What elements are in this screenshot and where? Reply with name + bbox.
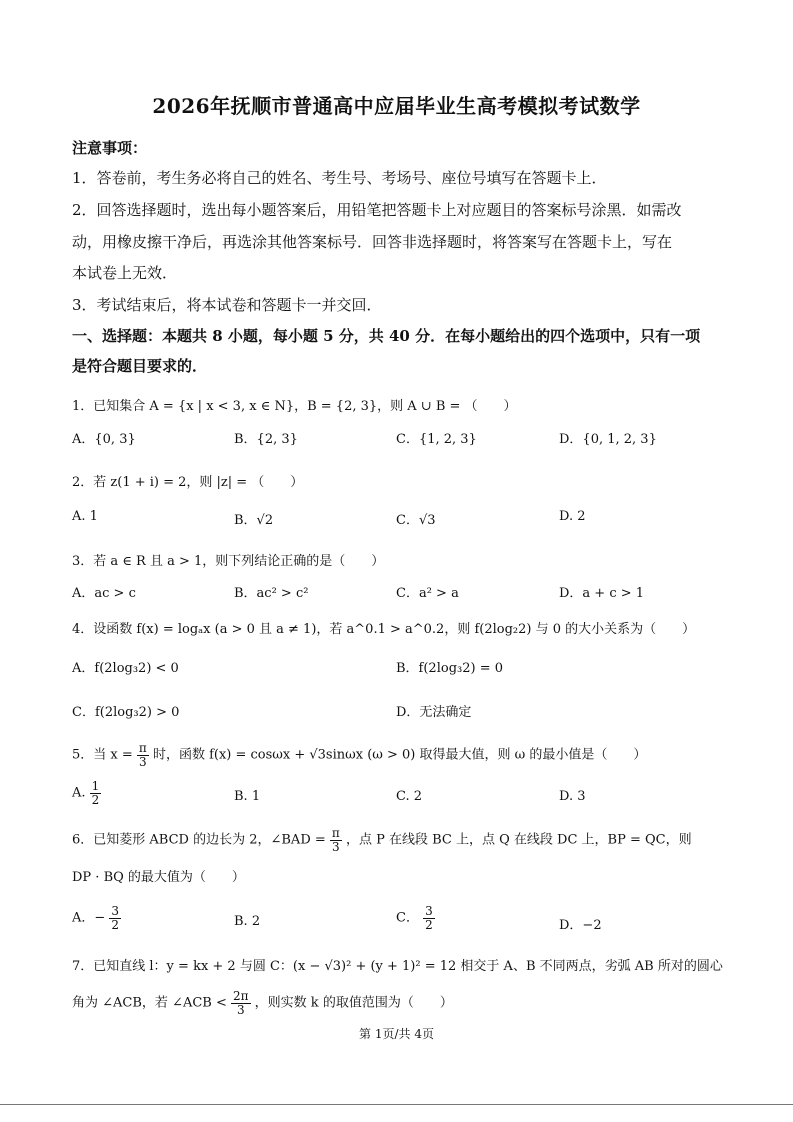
question-3-option-d: D．a + c > 1: [559, 586, 645, 601]
notice-line-4: 本试卷上无效．: [72, 264, 178, 282]
question-2-option-a: A. 1: [72, 509, 98, 524]
question-6-fraction: [330, 827, 342, 853]
notice-line-3: 动，用橡皮擦干净后，再选涂其他答案标号．回答非选择题时，将答案写在答题卡上，写在: [72, 233, 673, 251]
question-6-option-a-denominator: 2: [111, 917, 120, 932]
question-5-stem: [72, 742, 646, 768]
question-5-stem-after: 时，函数 f(x) = cosωx + √3sinωx (ω > 0) 取得最大值，则 ω 的最小值是（ ）: [152, 747, 647, 763]
question-6-fraction-denominator: 3: [332, 839, 340, 854]
question-4-option-d: D．无法确定: [396, 705, 472, 720]
notice-line-2: 2．回答选择题时，选出每小题答案后，用铅笔把答题卡上对应题目的答案标号涂黑．如需改: [72, 201, 682, 219]
question-2-option-d: D. 2: [559, 509, 586, 524]
bottom-divider: [0, 1104, 793, 1105]
question-1-option-d: D．{0, 1, 2, 3}: [559, 432, 657, 447]
question-1-stem: 1．已知集合 A = {x | x < 3, x ∈ N}，B = {2, 3}，则 A ∪ B = （ ）: [72, 399, 517, 414]
question-5-option-a-denominator: 2: [91, 792, 100, 807]
question-4-option-b: B．f(2log₃2) = 0: [396, 661, 503, 676]
question-4-option-a: A．f(2log₃2) < 0: [72, 661, 179, 676]
question-6-option-c-label: C．: [396, 910, 419, 926]
question-6-option-c-fraction: [423, 905, 435, 931]
question-5-fraction: [137, 742, 149, 768]
section-heading-line-1: 一、选择题：本题共 8 小题，每小题 5 分，共 40 分．在每小题给出的四个选项中，只有一项: [72, 327, 701, 345]
notice-heading: 注意事项：: [72, 139, 148, 157]
question-7-fraction: [231, 990, 251, 1016]
question-7-fraction-numerator: 2π: [233, 989, 249, 1003]
question-6-option-c-denominator: 2: [425, 917, 433, 932]
question-1-option-a: A．{0, 3}: [72, 432, 136, 447]
question-7-fraction-denominator: 3: [236, 1002, 245, 1017]
question-7-stem-line-2-after: ，则实数 k 的取值范围为（ ）: [254, 995, 453, 1011]
question-6-option-a-numerator: 3: [111, 904, 120, 918]
question-5-option-c: C. 2: [396, 789, 423, 804]
question-3-option-c: C．a² > a: [396, 586, 459, 601]
question-3-option-a: A．ac > c: [72, 586, 136, 601]
question-5-fraction-numerator: π: [138, 741, 147, 755]
question-6-option-b: B. 2: [234, 914, 261, 929]
page-footer: 第 1页/共 4页: [359, 1027, 434, 1041]
question-4-stem: 4．设函数 f(x) = logₐx (a > 0 且 a ≠ 1)，若 a^0.1 > a^0.2，则 f(2log₂2) 与 0 的大小关系为（ ）: [72, 622, 696, 637]
question-5-fraction-denominator: 3: [139, 754, 147, 769]
question-5-option-b: B. 1: [234, 789, 261, 804]
question-4-option-c: C．f(2log₃2) > 0: [72, 705, 180, 720]
question-7-stem-line-2: [72, 990, 453, 1016]
question-5-option-a-numerator: 1: [91, 779, 100, 793]
question-6-fraction-numerator: π: [331, 826, 340, 840]
notice-line-1: 1．答卷前，考生务必将自己的姓名、考生号、考场号、座位号填写在答题卡上．: [72, 169, 607, 187]
question-2-stem: 2．若 z(1 + i) = 2，则 |z| = （ ）: [72, 475, 304, 490]
question-7-stem: 7．已知直线 l：y = kx + 2 与圆 C：(x − √3)² + (y + 1)² = 12 相交于 A、B 不同两点，劣弧 AB 所对的圆心: [72, 959, 723, 974]
question-6-stem: [72, 827, 692, 853]
question-5-stem-before: 5．当 x =: [72, 747, 133, 763]
question-6-option-c-numerator: 3: [425, 904, 433, 918]
section-heading-line-2: 是符合题目要求的．: [72, 357, 208, 375]
question-6-stem-line-2: DP · BQ 的最大值为（ ）: [72, 870, 245, 885]
question-6-option-c: [396, 905, 435, 931]
question-5-option-d: D. 3: [559, 789, 586, 804]
question-3-option-b: B．ac² > c²: [234, 586, 309, 601]
question-6-stem-after: ，点 P 在线段 BC 上，点 Q 在线段 DC 上，BP = QC，则: [345, 832, 692, 848]
question-1-option-c: C．{1, 2, 3}: [396, 432, 477, 447]
question-6-option-a-label: A．−: [72, 910, 106, 926]
notice-line-5: 3．考试结束后，将本试卷和答题卡一并交回．: [72, 296, 382, 314]
question-3-stem: 3．若 a ∈ R 且 a > 1，则下列结论正确的是（ ）: [72, 554, 385, 569]
question-5-option-a: [72, 780, 101, 806]
question-2-option-c: C．√3: [396, 513, 436, 528]
question-7-stem-line-2-before: 角为 ∠ACB，若 ∠ACB <: [72, 995, 227, 1011]
question-6-option-a-fraction: [109, 905, 121, 931]
page-title: 2026年抚顺市普通高中应届毕业生高考模拟考试数学: [152, 94, 641, 118]
question-5-option-a-fraction: [90, 780, 102, 806]
question-6-option-a: [72, 905, 121, 931]
question-6-option-d: D．−2: [559, 918, 602, 933]
question-1-option-b: B．{2, 3}: [234, 432, 298, 447]
question-5-option-a-label: A.: [72, 785, 86, 801]
question-6-stem-before: 6．已知菱形 ABCD 的边长为 2，∠BAD =: [72, 832, 326, 848]
question-2-option-b: B．√2: [234, 513, 274, 528]
